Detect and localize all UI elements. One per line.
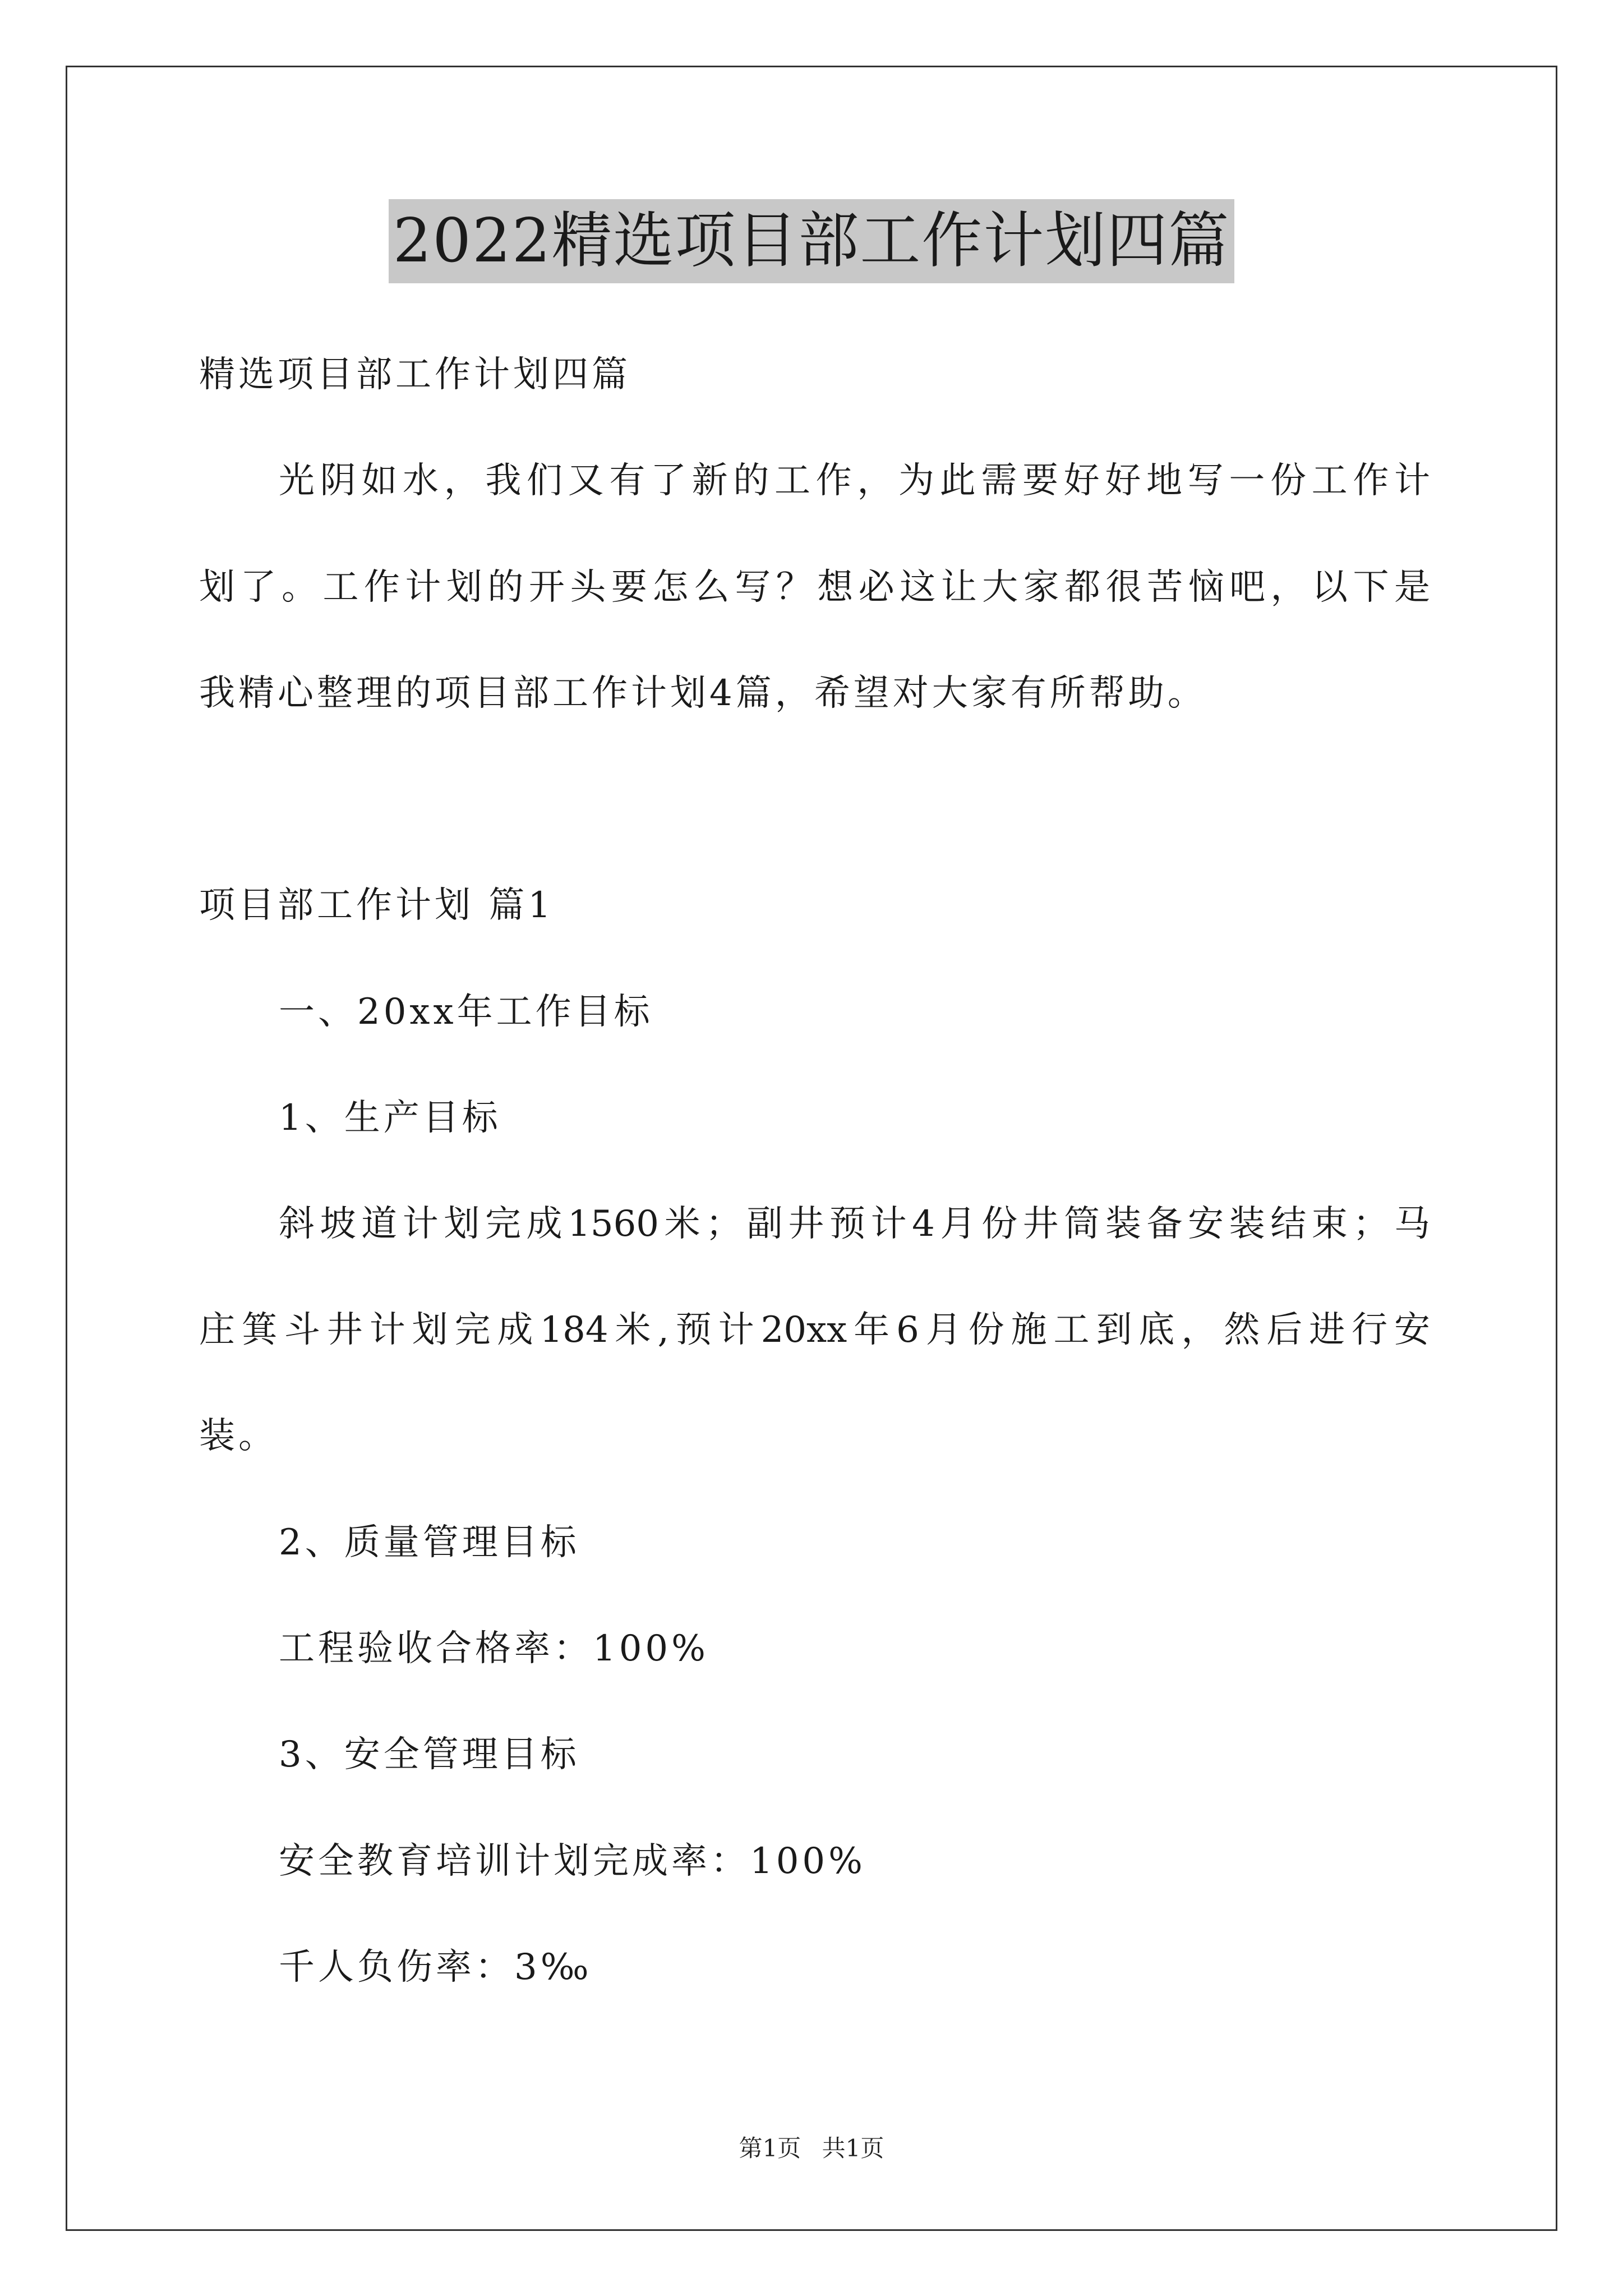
document-subtitle: 精选项目部工作计划四篇 bbox=[199, 354, 631, 395]
production-heading: 1、生产目标 bbox=[279, 1097, 501, 1139]
goals-heading: 一、20xx年工作目标 bbox=[279, 991, 653, 1033]
title-container bbox=[0, 199, 1623, 283]
intro-line-3: 我精心整理的项目部工作计划4篇，希望对大家有所帮助。 bbox=[199, 673, 1207, 714]
page-number-total: 共1页 bbox=[822, 2134, 884, 2162]
safety-heading: 3、安全管理目标 bbox=[279, 1734, 580, 1775]
production-line-3: 装。 bbox=[199, 1415, 278, 1457]
production-line-2: 庄箕斗井计划完成184米,预计20xx年6月份施工到底，然后进行安 bbox=[199, 1309, 1430, 1351]
quality-heading: 2、质量管理目标 bbox=[279, 1522, 580, 1563]
quality-item: 工程验收合格率：100% bbox=[279, 1628, 709, 1669]
safety-item-1: 安全教育培训计划完成率：100% bbox=[279, 1841, 866, 1882]
page-number-current: 第1页 bbox=[739, 2134, 801, 2162]
safety-item-2: 千人负伤率：3‰ bbox=[279, 1947, 592, 1988]
document-title: 2022精选项目部工作计划四篇 bbox=[389, 199, 1235, 283]
page-footer bbox=[0, 2132, 1623, 2165]
production-line-1: 斜坡道计划完成1560米；副井预计4月份井筒装备安装结束；马 bbox=[279, 1203, 1430, 1245]
intro-line-1: 光阴如水，我们又有了新的工作，为此需要好好地写一份工作计 bbox=[279, 460, 1430, 501]
intro-line-2: 划了。工作计划的开头要怎么写？想必这让大家都很苦恼吧，以下是 bbox=[199, 567, 1430, 608]
section-heading: 项目部工作计划 篇1 bbox=[199, 885, 555, 926]
